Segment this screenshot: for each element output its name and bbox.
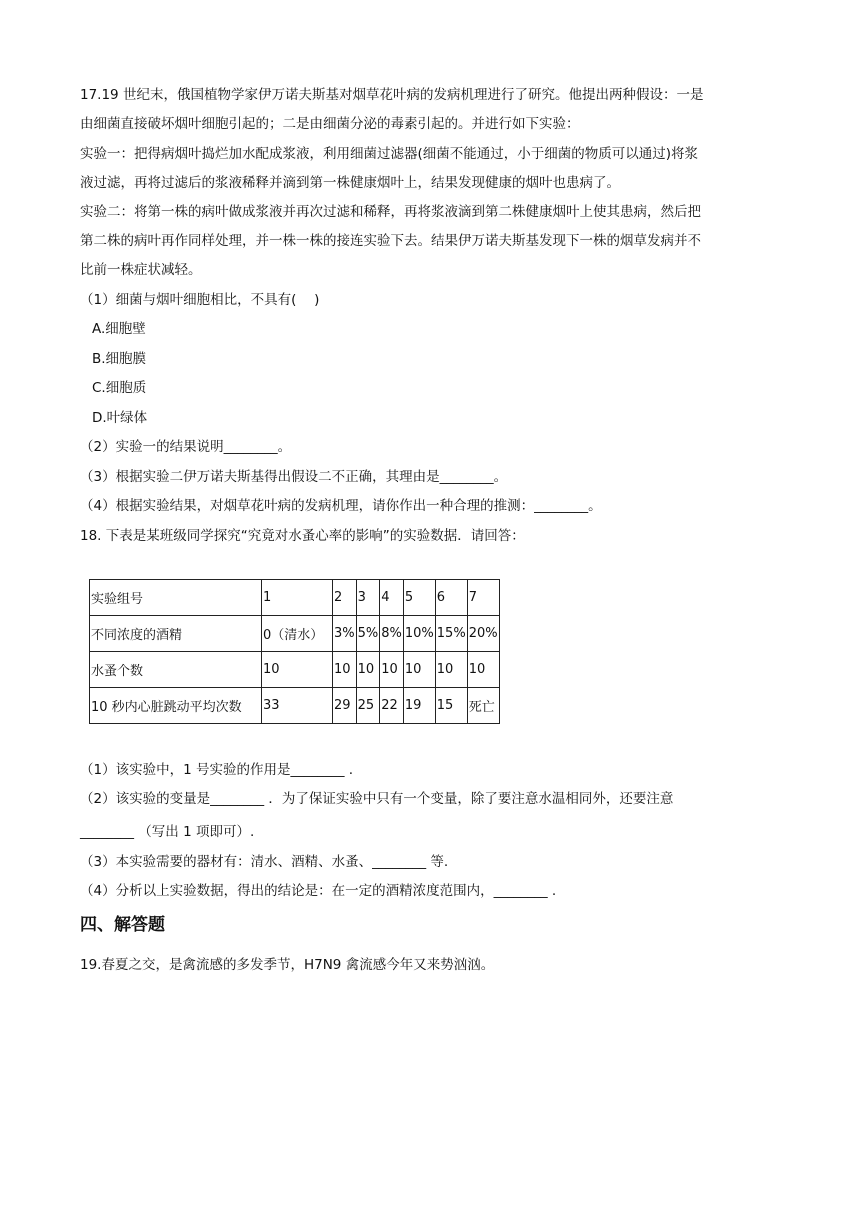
- table-cell: 22: [380, 687, 404, 723]
- table-cell: 4: [380, 579, 404, 615]
- q17-sub4: （4）根据实验结果，对烟草花叶病的发病机理，请你作出一种合理的推测：________。: [80, 498, 602, 514]
- table-row: [90, 615, 500, 651]
- table-cell: 33: [262, 687, 333, 723]
- section-heading: 四、解答题: [80, 915, 165, 935]
- q18-sub3: （3）本实验需要的器材有：清水、酒精、水蚤、________ 等.: [80, 853, 449, 870]
- q17-experiment1-line2: 液过滤，再将过滤后的浆液稀释并滴到第一株健康烟叶上，结果发现健康的烟叶也患病了。: [80, 174, 620, 191]
- table-cell: 15: [435, 687, 467, 723]
- table-cell: 10: [380, 651, 404, 687]
- table-cell: 7: [467, 579, 499, 615]
- q17-experiment1-line1: 实验一：把得病烟叶捣烂加水配成浆液，利用细菌过滤器(细菌不能通过，小于细菌的物质可以通过)将浆: [80, 145, 699, 162]
- table-cell: 10: [403, 651, 435, 687]
- q17-intro-line2: 由细菌直接破坏烟叶细胞引起的；二是由细菌分泌的毒素引起的。并进行如下实验：: [80, 116, 580, 132]
- table-cell: 不同浓度的酒精: [90, 615, 262, 651]
- table-cell: 10: [262, 651, 333, 687]
- table-cell: 15%: [435, 615, 467, 651]
- document-page: [80, 86, 780, 974]
- q17-sub3: （3）根据实验二伊万诺夫斯基得出假设二不正确，其理由是________。: [80, 468, 508, 485]
- table-cell: 3%: [333, 615, 357, 651]
- table-cell: 10: [356, 651, 380, 687]
- table-cell: 29: [333, 687, 357, 723]
- q18-intro: 18. 下表是某班级同学探究“究竟对水蚤心率的影响”的实验数据．请回答：: [80, 527, 525, 544]
- table-cell: 10: [467, 651, 499, 687]
- q17-experiment2-line1: 实验二：将第一株的病叶做成浆液并再次过滤和稀释，再将浆液滴到第二株健康烟叶上使其患病，然后把: [80, 204, 701, 220]
- table-cell: 10 秒内心脏跳动平均次数: [90, 687, 262, 723]
- q17-option-b: B.细胞膜: [92, 350, 147, 367]
- table-cell: 10: [333, 651, 357, 687]
- q18-sub2-line1: （2）该实验的变量是________ ．为了保证实验中只有一个变量，除了要注意水温相同外，还要注意: [80, 791, 674, 807]
- table-cell: 实验组号: [90, 579, 262, 615]
- table-cell: 6: [435, 579, 467, 615]
- table-row: [90, 687, 500, 723]
- table-cell: 8%: [380, 615, 404, 651]
- table-cell: 5: [403, 579, 435, 615]
- table-cell: 水蚤个数: [90, 651, 262, 687]
- table-cell: 10%: [403, 615, 435, 651]
- table-cell: 10: [435, 651, 467, 687]
- table-row: [90, 579, 500, 615]
- table-cell: 19: [403, 687, 435, 723]
- table-cell: 20%: [467, 615, 499, 651]
- q17-option-d: D.叶绿体: [92, 409, 148, 426]
- table-cell: 0（清水）: [262, 615, 333, 651]
- table-cell: 25: [356, 687, 380, 723]
- q19-intro: 19.春夏之交，是禽流感的多发季节，H7N9 禽流感今年又来势汹汹。: [80, 957, 495, 973]
- question-18: [80, 527, 780, 901]
- table-cell: 2: [333, 579, 357, 615]
- question-17: [80, 86, 780, 515]
- q17-sub2: （2）实验一的结果说明________。: [80, 439, 292, 455]
- q17-sub1: （1）细菌与烟叶细胞相比，不具有( ): [80, 291, 320, 308]
- q18-sub4: （4）分析以上实验数据，得出的结论是：在一定的酒精浓度范围内，________ .: [80, 883, 557, 899]
- q17-option-c: C.细胞质: [92, 380, 147, 396]
- q18-sub1: （1）该实验中，1 号实验的作用是________ .: [80, 761, 354, 778]
- table-cell: 1: [262, 579, 333, 615]
- table-row: [90, 651, 500, 687]
- q17-intro-line1: 17.19 世纪末，俄国植物学家伊万诺夫斯基对烟草花叶病的发病机理进行了研究。他提出两种假设：一是: [80, 87, 704, 103]
- q17-experiment2-line2: 第二株的病叶再作同样处理，并一株一株的接连实验下去。结果伊万诺夫斯基发现下一株的烟草发病并不: [80, 233, 701, 249]
- table-cell: 5%: [356, 615, 380, 651]
- data-table: [89, 579, 500, 724]
- table-cell: 死亡: [467, 687, 499, 723]
- q17-experiment2-line3: 比前一株症状减轻。: [80, 262, 202, 278]
- q18-sub2-line2: ________ （写出 1 项即可）.: [80, 824, 255, 840]
- table-cell: 3: [356, 579, 380, 615]
- q17-option-a: A.细胞壁: [92, 321, 146, 337]
